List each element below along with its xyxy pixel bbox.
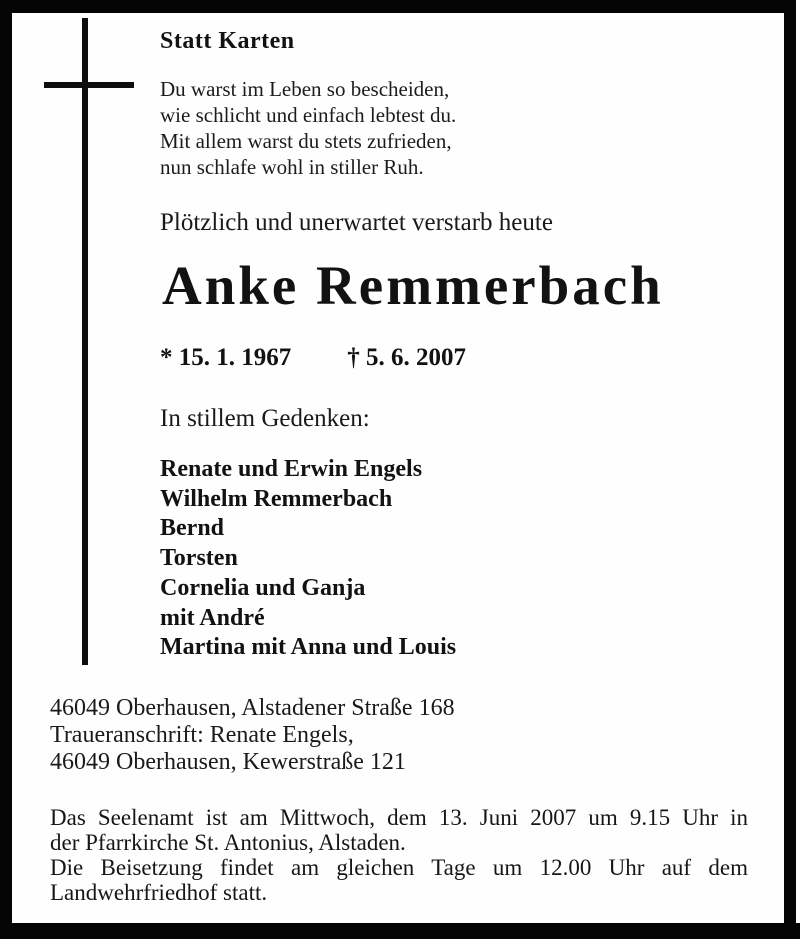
service-line: der Pfarrkirche St. Antonius, Alstaden. xyxy=(50,830,406,855)
address-line: Traueranschrift: Renate Engels, xyxy=(50,722,354,748)
frame-right-rule xyxy=(784,0,796,923)
mourner-name: mit André xyxy=(160,604,265,631)
death-date: † 5. 6. 2007 xyxy=(347,344,466,371)
frame-left-rule xyxy=(0,0,12,939)
frame-top-rule xyxy=(0,0,792,13)
address-line: 46049 Oberhausen, Kewerstraße 121 xyxy=(50,749,406,775)
life-dates xyxy=(160,344,466,372)
service-line: Landwehrfriedhof statt. xyxy=(50,880,268,905)
notice-header: Statt Karten xyxy=(160,28,295,54)
service-line: Die Beisetzung findet am gleichen Tage um 12.00 Uhr auf dem xyxy=(50,855,748,880)
mourner-name: Martina mit Anna und Louis xyxy=(160,634,457,661)
frame-bottom-rule xyxy=(0,923,800,939)
mourners-list xyxy=(160,455,456,663)
death-announcement: Plötzlich und unerwartet verstarb heute xyxy=(160,209,553,236)
service-details xyxy=(50,805,748,905)
cross-horizontal-beam xyxy=(44,82,134,88)
address-block xyxy=(50,695,455,776)
mourner-name: Bernd xyxy=(160,515,225,542)
mourner-name: Renate und Erwin Engels xyxy=(160,456,423,482)
mourner-name: Torsten xyxy=(160,545,238,572)
poem-line: Mit allem warst du stets zufrieden, xyxy=(160,129,452,153)
remembrance-label: In stillem Gedenken: xyxy=(160,405,370,432)
poem-line: wie schlicht und einfach lebtest du. xyxy=(160,103,457,127)
memorial-poem xyxy=(160,76,456,180)
mourner-name: Cornelia und Ganja xyxy=(160,574,366,601)
poem-line: Du warst im Leben so bescheiden, xyxy=(160,77,450,101)
cross-vertical-beam xyxy=(82,18,88,665)
address-line: 46049 Oberhausen, Alstadener Straße 168 xyxy=(50,695,455,721)
mourner-name: Wilhelm Remmerbach xyxy=(160,485,393,512)
service-line: Das Seelenamt ist am Mittwoch, dem 13. Juni 2007 um 9.15 Uhr in xyxy=(50,805,748,830)
poem-line: nun schlafe wohl in stiller Ruh. xyxy=(160,155,424,179)
deceased-name: Anke Remmerbach xyxy=(162,255,664,316)
birth-date: * 15. 1. 1967 xyxy=(160,344,292,371)
